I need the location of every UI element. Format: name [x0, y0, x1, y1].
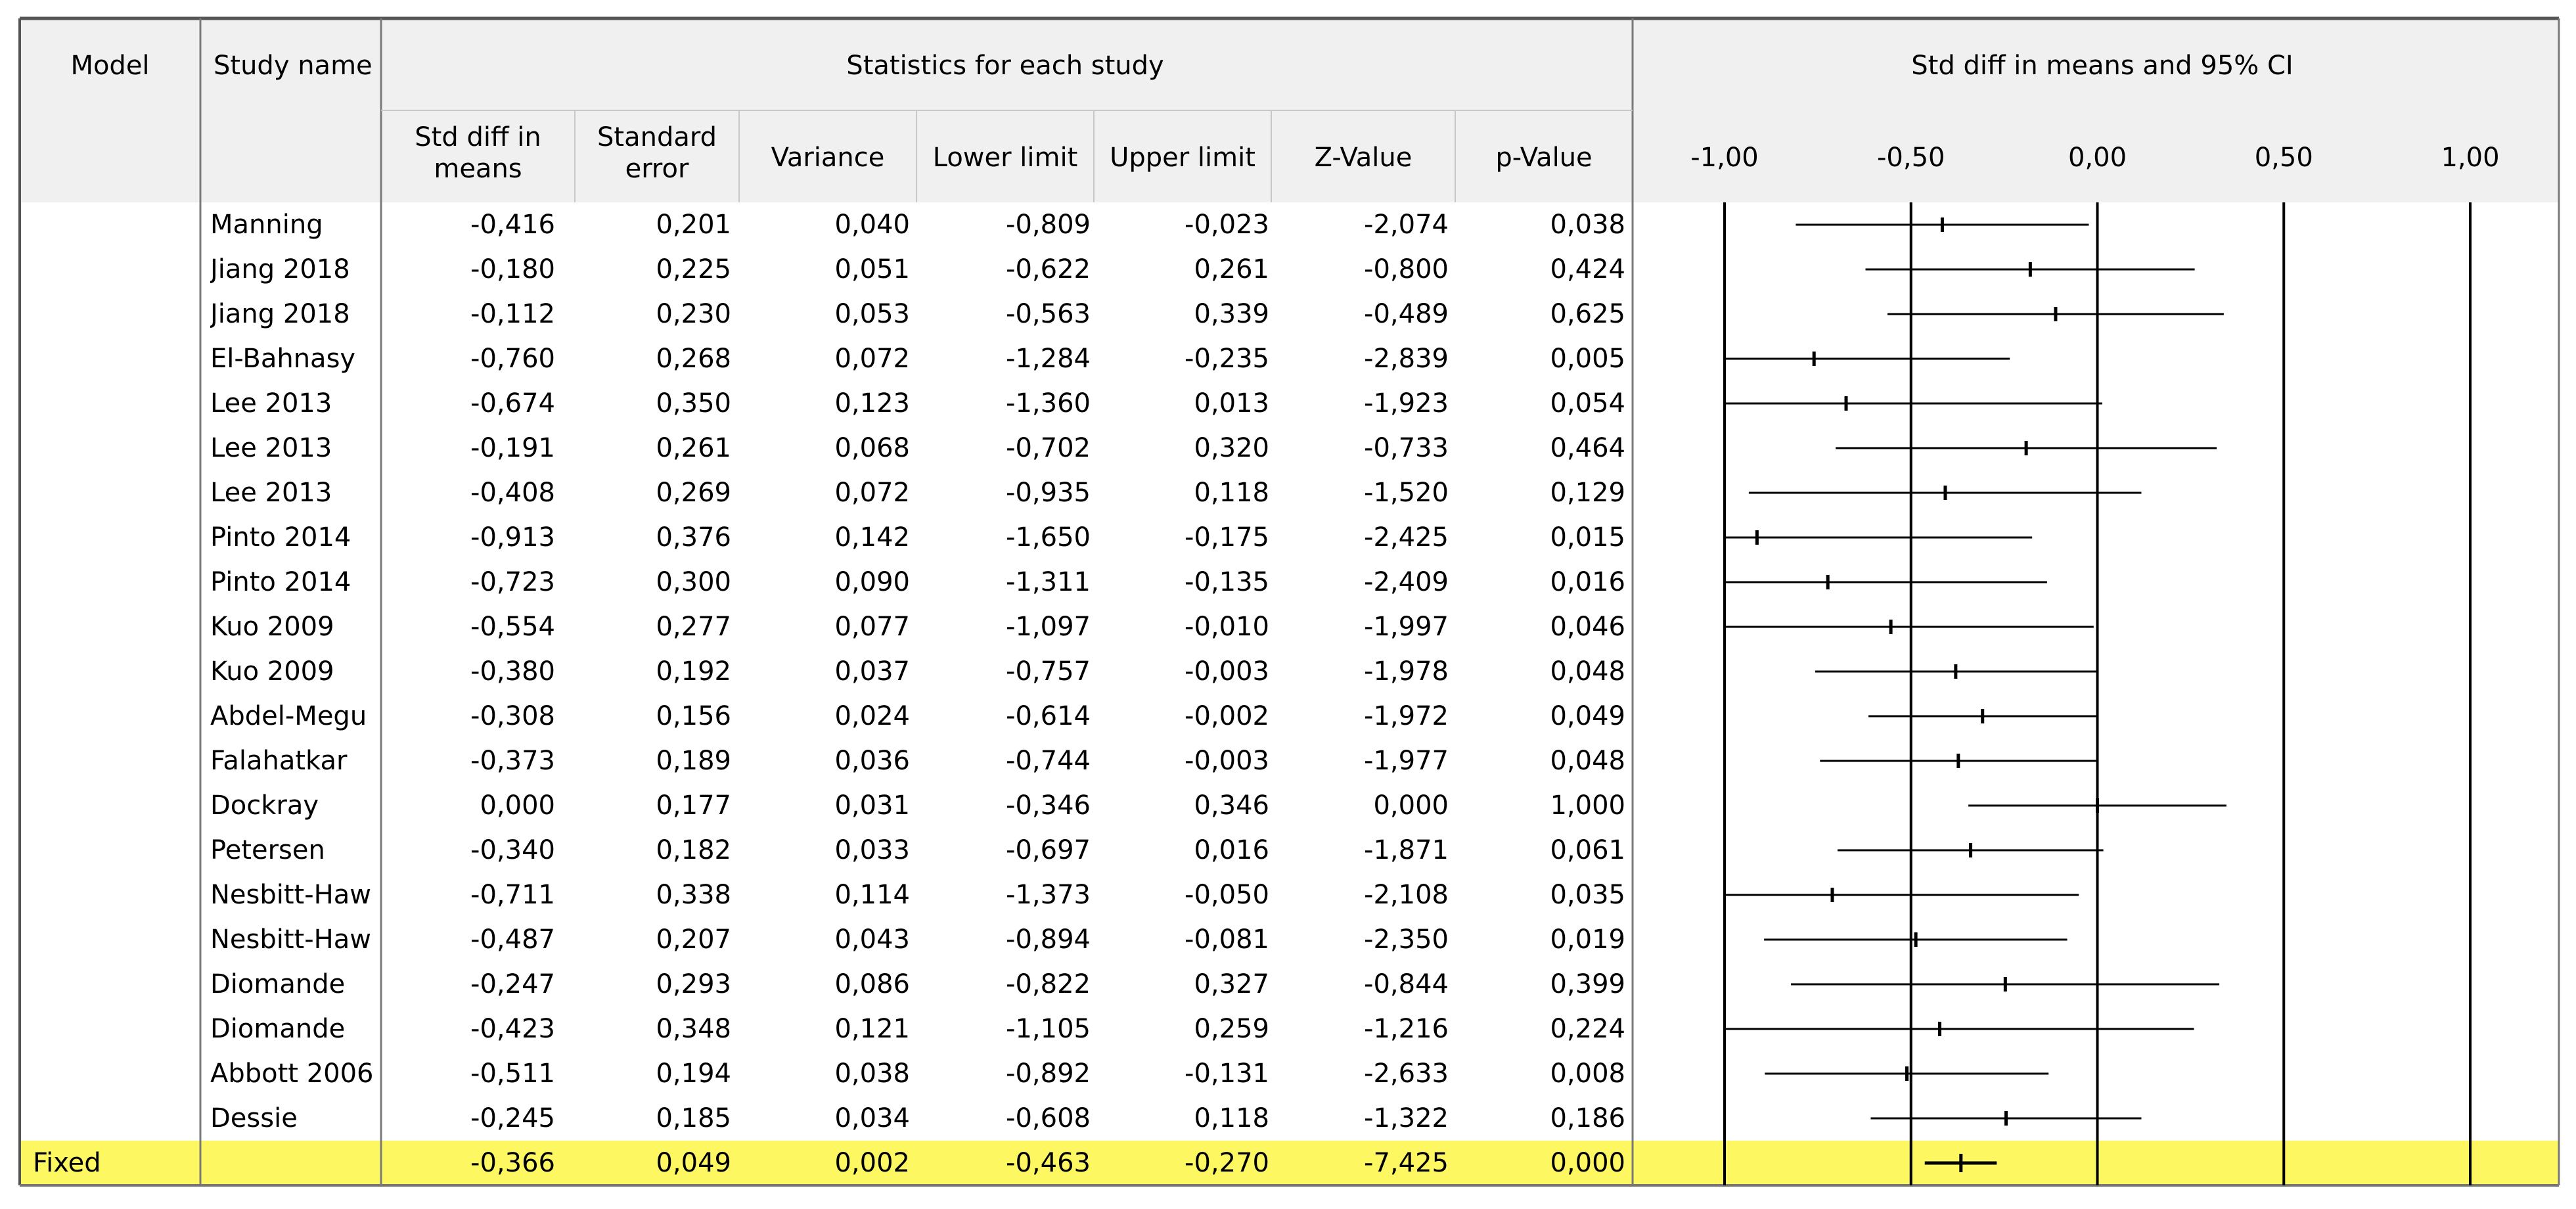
stat-cell: -0,002: [1185, 701, 1269, 731]
stat-cell: -0,373: [470, 746, 555, 776]
stat-cell: 0,156: [656, 701, 731, 731]
stat-cell: 0,259: [1194, 1014, 1269, 1044]
stat-cell: -2,839: [1364, 344, 1449, 374]
stat-cell: -1,923: [1364, 388, 1449, 419]
stat-cell: -0,003: [1185, 746, 1269, 776]
stat-cell: -0,614: [1006, 701, 1091, 731]
stat-cell: 0,261: [1194, 254, 1269, 285]
stat-cell: -1,105: [1006, 1014, 1091, 1044]
stat-cell: 0,192: [656, 656, 731, 687]
stat-cell: 0,031: [834, 790, 910, 821]
stat-cell: 0,114: [834, 880, 910, 910]
study-name-cell[interactable]: Dessie: [210, 1103, 298, 1133]
stat-cell: 0,338: [656, 880, 731, 910]
stat-cell: 0,051: [834, 254, 910, 285]
column-header-line: Lower limit: [932, 143, 1078, 173]
stat-cell: -0,511: [470, 1059, 555, 1089]
stat-cell: 0,068: [834, 433, 910, 463]
stat-cell: -2,425: [1364, 522, 1449, 553]
stat-cell: 0,000: [1373, 790, 1449, 821]
stat-cell: -2,633: [1364, 1059, 1449, 1089]
stat-cell: -0,487: [470, 924, 555, 955]
stat-cell: 0,186: [1550, 1103, 1625, 1133]
axis-tick-label: -1,00: [1690, 143, 1759, 173]
stat-cell: 0,008: [1550, 1059, 1625, 1089]
stat-cell: 0,016: [1550, 567, 1625, 597]
study-name-cell[interactable]: Diomande: [210, 1014, 346, 1044]
stat-cell: 0,300: [656, 567, 731, 597]
model-cell: Fixed: [33, 1148, 101, 1178]
column-header-p-value[interactable]: [1455, 142, 1633, 173]
stat-cell: 0,207: [656, 924, 731, 955]
column-header-line: Z-Value: [1314, 143, 1412, 173]
column-header-line: Upper limit: [1110, 143, 1255, 173]
stat-cell: 0,035: [1550, 880, 1625, 910]
stat-cell: -0,408: [470, 478, 555, 508]
stat-cell: -2,350: [1364, 924, 1449, 955]
stat-cell: 0,327: [1194, 969, 1269, 999]
stat-cell: -0,245: [470, 1103, 555, 1133]
stat-cell: 0,033: [834, 835, 910, 865]
stat-cell: -0,023: [1185, 210, 1269, 240]
header-plot-title: Std diff in means and 95% CI: [1911, 51, 2294, 81]
stat-cell: -2,074: [1364, 210, 1449, 240]
stat-cell: -0,760: [470, 344, 555, 374]
stat-cell: 0,077: [834, 612, 910, 642]
stat-cell: -0,308: [470, 701, 555, 731]
stat-cell: 0,129: [1550, 478, 1625, 508]
study-name-cell[interactable]: Falahatkar: [210, 746, 348, 776]
stat-cell: -0,608: [1006, 1103, 1091, 1133]
stat-cell: -0,935: [1006, 478, 1091, 508]
study-name-cell[interactable]: Jiang 2018: [210, 254, 350, 285]
study-name-cell[interactable]: Lee 2013: [210, 388, 332, 419]
stat-cell: -0,711: [470, 880, 555, 910]
column-header-z-value[interactable]: [1271, 142, 1455, 173]
column-header-line: Standard: [597, 122, 717, 152]
stat-cell: -0,697: [1006, 835, 1091, 865]
stat-cell: 0,048: [1550, 746, 1625, 776]
stat-cell: -0,050: [1185, 880, 1269, 910]
stat-cell: -2,108: [1364, 880, 1449, 910]
stat-cell: 0,201: [656, 210, 731, 240]
stat-cell: 0,268: [656, 344, 731, 374]
axis-tick-label: 1,00: [2441, 143, 2500, 173]
stat-cell: 0,230: [656, 299, 731, 329]
stat-cell: 0,072: [834, 344, 910, 374]
stat-cell: 0,625: [1550, 299, 1625, 329]
study-name-cell[interactable]: Kuo 2009: [210, 656, 334, 687]
stat-cell: -0,744: [1006, 746, 1091, 776]
study-name-cell[interactable]: El-Bahnasy: [210, 344, 356, 374]
stat-cell: 0,037: [834, 656, 910, 687]
stat-cell: -0,003: [1185, 656, 1269, 687]
stat-cell: 0,348: [656, 1014, 731, 1044]
study-name-cell[interactable]: Jiang 2018: [210, 299, 350, 329]
axis-tick-label: -0,50: [1877, 143, 1945, 173]
stat-cell: -0,416: [470, 210, 555, 240]
stat-cell: 0,320: [1194, 433, 1269, 463]
stat-cell: -0,380: [470, 656, 555, 687]
stat-cell: 0,376: [656, 522, 731, 553]
study-name-cell[interactable]: Nesbitt-Haw: [210, 880, 371, 910]
stat-cell: 0,046: [1550, 612, 1625, 642]
stat-cell: 0,015: [1550, 522, 1625, 553]
stat-cell: -1,360: [1006, 388, 1091, 419]
stat-cell: 0,121: [834, 1014, 910, 1044]
stat-cell: 0,224: [1550, 1014, 1625, 1044]
stat-cell: -0,131: [1185, 1059, 1269, 1089]
column-header-standard-error[interactable]: [575, 122, 739, 185]
column-header-lower-limit[interactable]: [916, 142, 1094, 173]
stat-cell: -0,800: [1364, 254, 1449, 285]
stat-cell: 0,399: [1550, 969, 1625, 999]
study-name-cell[interactable]: Pinto 2014: [210, 567, 351, 597]
stat-cell: 0,016: [1194, 835, 1269, 865]
stat-cell: 0,185: [656, 1103, 731, 1133]
stat-cell: -1,216: [1364, 1014, 1449, 1044]
axis-tick-label: 0,50: [2254, 143, 2313, 173]
study-name-cell[interactable]: Dockray: [210, 790, 319, 821]
stat-cell: -1,520: [1364, 478, 1449, 508]
stat-cell: 0,038: [1550, 210, 1625, 240]
stat-cell: -0,175: [1185, 522, 1269, 553]
stat-cell: 0,182: [656, 835, 731, 865]
stat-cell: -0,844: [1364, 969, 1449, 999]
stat-cell: -0,423: [470, 1014, 555, 1044]
stat-cell: -0,235: [1185, 344, 1269, 374]
header-model[interactable]: Model: [70, 51, 150, 81]
stat-cell: -0,346: [1006, 790, 1091, 821]
stat-cell: -0,702: [1006, 433, 1091, 463]
column-header-line: error: [625, 154, 689, 184]
stat-cell: 0,043: [834, 924, 910, 955]
stat-cell: 0,177: [656, 790, 731, 821]
stat-cell: 0,142: [834, 522, 910, 553]
stat-cell: 0,013: [1194, 388, 1269, 419]
study-name-cell[interactable]: Petersen: [210, 835, 325, 865]
stat-cell: 0,054: [1550, 388, 1625, 419]
stat-cell: 0,194: [656, 1059, 731, 1089]
study-name-cell[interactable]: Diomande: [210, 969, 346, 999]
stat-cell: -0,809: [1006, 210, 1091, 240]
stat-cell: -0,180: [470, 254, 555, 285]
stat-cell: -1,311: [1006, 567, 1091, 597]
stat-cell: 0,293: [656, 969, 731, 999]
stat-cell: 0,053: [834, 299, 910, 329]
column-header-line: Std diff in: [415, 122, 541, 152]
stat-cell: 0,024: [834, 701, 910, 731]
stat-cell: 0,072: [834, 478, 910, 508]
stat-cell: -0,733: [1364, 433, 1449, 463]
study-name-cell[interactable]: Kuo 2009: [210, 612, 334, 642]
study-name-cell[interactable]: Manning: [210, 210, 323, 240]
column-header-line: Variance: [771, 143, 885, 173]
stat-cell: 0,269: [656, 478, 731, 508]
stat-cell: 0,036: [834, 746, 910, 776]
stat-cell: -0,247: [470, 969, 555, 999]
column-header-upper-limit[interactable]: [1094, 142, 1271, 173]
stat-cell: 0,048: [1550, 656, 1625, 687]
stat-cell: 0,277: [656, 612, 731, 642]
stat-cell: -0,723: [470, 567, 555, 597]
stat-cell: 0,118: [1194, 478, 1269, 508]
stat-cell: 0,061: [1550, 835, 1625, 865]
stat-cell: -0,622: [1006, 254, 1091, 285]
stat-cell: 0,049: [1550, 701, 1625, 731]
stat-cell: -1,373: [1006, 880, 1091, 910]
stat-cell: -7,425: [1364, 1148, 1449, 1178]
stat-cell: -0,135: [1185, 567, 1269, 597]
stat-cell: 0,189: [656, 746, 731, 776]
stat-cell: -0,366: [470, 1148, 555, 1178]
stat-cell: -0,010: [1185, 612, 1269, 642]
stat-cell: -0,112: [470, 299, 555, 329]
column-header-variance[interactable]: [739, 142, 916, 173]
stat-cell: 0,005: [1550, 344, 1625, 374]
stat-cell: 0,000: [1550, 1148, 1625, 1178]
stat-cell: 0,040: [834, 210, 910, 240]
stat-cell: -0,554: [470, 612, 555, 642]
stat-cell: 0,049: [656, 1148, 731, 1178]
column-header-line: means: [434, 154, 522, 184]
stat-cell: 0,464: [1550, 433, 1625, 463]
stat-cell: -0,270: [1185, 1148, 1269, 1178]
stat-cell: -1,097: [1006, 612, 1091, 642]
stat-cell: 0,350: [656, 388, 731, 419]
stat-cell: -1,284: [1006, 344, 1091, 374]
study-name-cell[interactable]: Abdel-Megu: [210, 701, 367, 731]
stat-cell: 0,000: [480, 790, 555, 821]
stat-cell: -1,997: [1364, 612, 1449, 642]
stat-cell: -1,871: [1364, 835, 1449, 865]
stat-cell: -1,650: [1006, 522, 1091, 553]
stat-cell: 0,086: [834, 969, 910, 999]
stat-cell: 0,346: [1194, 790, 1269, 821]
stat-cell: 0,019: [1550, 924, 1625, 955]
stat-cell: 0,261: [656, 433, 731, 463]
stat-cell: -0,489: [1364, 299, 1449, 329]
study-name-cell[interactable]: Pinto 2014: [210, 522, 351, 553]
column-header-std-diff-in-means[interactable]: [381, 122, 575, 185]
study-name-cell[interactable]: Lee 2013: [210, 433, 332, 463]
stat-cell: 0,123: [834, 388, 910, 419]
stat-cell: 1,000: [1550, 790, 1625, 821]
stat-cell: 0,090: [834, 567, 910, 597]
stat-cell: -0,563: [1006, 299, 1091, 329]
stat-cell: 0,225: [656, 254, 731, 285]
stat-cell: -0,894: [1006, 924, 1091, 955]
stat-cell: -1,322: [1364, 1103, 1449, 1133]
stat-cell: -0,913: [470, 522, 555, 553]
stat-cell: 0,034: [834, 1103, 910, 1133]
stat-cell: 0,339: [1194, 299, 1269, 329]
stat-cell: -1,978: [1364, 656, 1449, 687]
stat-cell: -0,822: [1006, 969, 1091, 999]
stat-cell: 0,038: [834, 1059, 910, 1089]
stat-cell: -0,191: [470, 433, 555, 463]
header-statistics-group: Statistics for each study: [846, 51, 1164, 81]
stat-cell: -0,340: [470, 835, 555, 865]
stat-cell: -0,892: [1006, 1059, 1091, 1089]
column-header-line: p-Value: [1495, 143, 1593, 173]
header-study-name[interactable]: Study name: [214, 51, 373, 81]
study-name-cell[interactable]: Nesbitt-Haw: [210, 924, 371, 955]
stat-cell: -0,081: [1185, 924, 1269, 955]
stat-cell: -0,674: [470, 388, 555, 419]
stat-cell: 0,424: [1550, 254, 1625, 285]
stat-cell: -1,977: [1364, 746, 1449, 776]
study-name-cell[interactable]: Abbott 2006: [210, 1059, 374, 1089]
axis-tick-label: 0,00: [2068, 143, 2127, 173]
stat-cell: 0,002: [834, 1148, 910, 1178]
study-name-cell[interactable]: Lee 2013: [210, 478, 332, 508]
stat-cell: -2,409: [1364, 567, 1449, 597]
stat-cell: -0,757: [1006, 656, 1091, 687]
stat-cell: -0,463: [1006, 1148, 1091, 1178]
stat-cell: 0,118: [1194, 1103, 1269, 1133]
stat-cell: -1,972: [1364, 701, 1449, 731]
